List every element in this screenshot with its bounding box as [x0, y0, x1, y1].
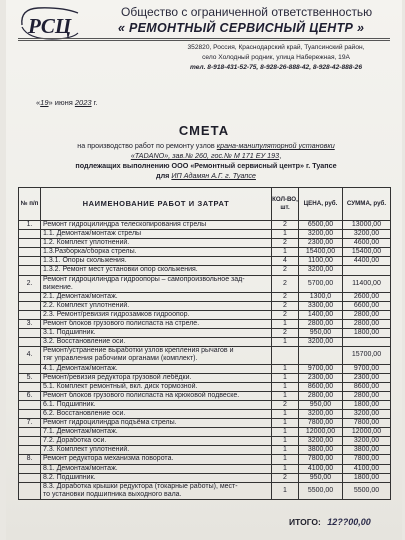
row-name: 7.2. Доработка оси.	[41, 437, 272, 446]
row-qty: 1	[272, 391, 299, 400]
row-qty	[272, 347, 299, 364]
row-name: Ремонт гидроцилиндра подъёма стрелы.	[41, 419, 272, 428]
row-qty: 1	[272, 482, 299, 499]
row-number	[19, 329, 41, 338]
table-row	[19, 329, 391, 338]
row-sum: 11400,00	[343, 275, 391, 292]
row-sum: 4400,00	[343, 257, 391, 266]
row-name: 4.1. Демонтаж/монтаж.	[41, 364, 272, 373]
row-name: 1.2. Комплект уплотнений.	[41, 239, 272, 248]
row-name-line-1: 8.3. Доработка крышки редуктора (токарные работы), мест-	[43, 482, 238, 490]
row-qty: 1	[272, 364, 299, 373]
company-logo	[18, 3, 82, 43]
table-row	[19, 301, 391, 310]
row-price: 950,00	[299, 329, 343, 338]
table-row	[19, 266, 391, 275]
row-name	[41, 347, 272, 364]
row-qty: 1	[272, 437, 299, 446]
subtitle-equipment: крана-манипуляторной установки	[216, 141, 335, 150]
row-sum: 3200,00	[343, 437, 391, 446]
date-open-quote: «	[36, 98, 41, 107]
row-number	[19, 437, 41, 446]
subtitle-for: для	[156, 171, 170, 180]
row-name: Ремонт блоков грузового полиспаста на стреле.	[41, 320, 272, 329]
total-value: 12??00,00	[327, 517, 371, 527]
document-page	[6, 0, 402, 540]
row-number	[19, 338, 41, 347]
row-sum: 1800,00	[343, 400, 391, 409]
row-qty: 1	[272, 409, 299, 418]
row-price: 1400,00	[299, 310, 343, 319]
row-price: 3200,00	[299, 230, 343, 239]
table-row	[19, 373, 391, 382]
subtitle-contractor: подлежащих выполнению ООО «Ремонтный сервисный центр» г. Туапсе	[75, 161, 337, 170]
row-number: 6.	[19, 391, 41, 400]
col-price-header: ЦЕНА, руб.	[299, 188, 343, 221]
row-sum: 12000,00	[343, 428, 391, 437]
table-row	[19, 473, 391, 482]
row-number	[19, 248, 41, 257]
row-name: 7.3. Комплект уплотнений.	[41, 446, 272, 455]
row-price: 950,00	[299, 400, 343, 409]
row-number: 2.	[19, 275, 41, 292]
row-number	[19, 482, 41, 499]
row-price: 950,00	[299, 473, 343, 482]
row-price: 3200,00	[299, 409, 343, 418]
row-price: 1300,0	[299, 292, 343, 301]
row-name: 6.1. Подшипник.	[41, 400, 272, 409]
table-row	[19, 364, 391, 373]
svg-text:РСЦ: РСЦ	[28, 14, 72, 38]
row-price: 5700,00	[299, 275, 343, 292]
row-name-line-2: то установки подшипника выходного вала.	[43, 490, 182, 498]
row-number	[19, 428, 41, 437]
row-number	[19, 364, 41, 373]
table-row	[19, 275, 391, 292]
table-row	[19, 464, 391, 473]
address-phones: тел. 8-918-431-52-75, 8-928-26-888-42, 8-928-42-888-26	[190, 64, 362, 71]
row-name: 1.3.2. Ремонт мест установки опор скольжения.	[41, 266, 272, 275]
row-number: 4.	[19, 347, 41, 364]
table-row	[19, 409, 391, 418]
row-price: 2800,00	[299, 320, 343, 329]
row-qty: 2	[272, 310, 299, 319]
row-price: 15400,00	[299, 248, 343, 257]
row-number: 8.	[19, 455, 41, 464]
col-qty-header: КОЛ-ВО, шт.	[272, 188, 299, 221]
subtitle-customer: ИП Адамян А.Г. г. Туапсе	[171, 171, 256, 180]
col-name-header: НАИМЕНОВАНИЕ РАБОТ И ЗАТРАТ	[41, 188, 272, 221]
row-sum: 1800,00	[343, 473, 391, 482]
row-sum: 4600,00	[343, 239, 391, 248]
row-sum: 6600,00	[343, 301, 391, 310]
row-name: Ремонт редуктора механизма поворота.	[41, 455, 272, 464]
table-row	[19, 382, 391, 391]
row-price: 8600,00	[299, 382, 343, 391]
table-header-row	[19, 188, 391, 221]
row-sum: 7800,00	[343, 419, 391, 428]
table-row	[19, 230, 391, 239]
table-row	[19, 338, 391, 347]
row-number	[19, 446, 41, 455]
address-line-1: 352820, Россия, Краснодарский край, Туапсинский район,	[187, 44, 365, 51]
row-number	[19, 266, 41, 275]
row-name: 3.1. Подшипник.	[41, 329, 272, 338]
row-price: 1100,00	[299, 257, 343, 266]
row-number	[19, 257, 41, 266]
row-qty: 1	[272, 464, 299, 473]
row-number	[19, 310, 41, 319]
row-sum	[343, 266, 391, 275]
row-number	[19, 464, 41, 473]
row-qty: 1	[272, 455, 299, 464]
row-price: 2300,00	[299, 373, 343, 382]
row-sum: 2800,00	[343, 310, 391, 319]
row-price: 3800,00	[299, 446, 343, 455]
row-name: Ремонт блоков грузового полиспаста на крюковой подвеске.	[41, 391, 272, 400]
table-row	[19, 239, 391, 248]
row-qty: 4	[272, 257, 299, 266]
row-qty: 1	[272, 428, 299, 437]
table-row	[19, 347, 391, 364]
table-row	[19, 310, 391, 319]
row-sum: 15400,00	[343, 248, 391, 257]
row-name-line-1: Ремонт гидроцилиндра гидроопоры – самопроизвольное зад-	[43, 275, 245, 283]
table-row	[19, 320, 391, 329]
subtitle-text: на производство работ по ремонту узлов	[77, 141, 215, 150]
row-qty: 2	[272, 239, 299, 248]
row-number: 1.	[19, 221, 41, 230]
row-qty: 2	[272, 221, 299, 230]
row-sum: 8600,00	[343, 382, 391, 391]
row-name-line-2: тяг управления рабочими органами (комплект).	[43, 355, 198, 363]
header-rule-bottom	[18, 40, 390, 41]
table-row	[19, 428, 391, 437]
row-price: 7800,00	[299, 419, 343, 428]
row-price: 5500,00	[299, 482, 343, 499]
row-qty: 2	[272, 292, 299, 301]
table-row	[19, 257, 391, 266]
row-sum: 3800,00	[343, 446, 391, 455]
row-name	[41, 275, 272, 292]
row-number: 7.	[19, 419, 41, 428]
subtitle-line-4	[26, 171, 386, 180]
row-sum: 7800,00	[343, 455, 391, 464]
row-price	[299, 347, 343, 364]
row-name: 8.1. Демонтаж/монтаж.	[41, 464, 272, 473]
subtitle-comma: ,	[279, 151, 282, 160]
row-price: 2300,00	[299, 239, 343, 248]
row-price: 3200,00	[299, 338, 343, 347]
row-qty: 1	[272, 230, 299, 239]
row-sum: 1800,00	[343, 329, 391, 338]
row-sum: 9700,00	[343, 364, 391, 373]
row-number: 3.	[19, 320, 41, 329]
row-name: 7.1. Демонтаж/монтаж.	[41, 428, 272, 437]
subtitle-crane-id: «TADANO», зав.№ 260, гос.№ М 171 ЕУ 193	[130, 151, 280, 160]
row-sum: 2300,00	[343, 373, 391, 382]
org-name: « РЕМОНТНЫЙ СЕРВИСНЫЙ ЦЕНТР »	[118, 21, 365, 35]
row-sum: 5500,00	[343, 482, 391, 499]
total-label: ИТОГО:	[289, 517, 321, 527]
row-qty: 1	[272, 320, 299, 329]
col-sum-header: СУММА, руб.	[343, 188, 391, 221]
row-number	[19, 292, 41, 301]
table-row	[19, 248, 391, 257]
row-price: 2800,00	[299, 391, 343, 400]
row-name: 8.2. Подшипник.	[41, 473, 272, 482]
row-number: 5.	[19, 373, 41, 382]
row-name: 5.1. Комплект ремонтный, вкл. диск тормозной.	[41, 382, 272, 391]
row-qty: 2	[272, 329, 299, 338]
row-name: Ремонт/ревизия редуктора грузовой лебёдки.	[41, 373, 272, 382]
row-number	[19, 301, 41, 310]
row-price: 7800,00	[299, 455, 343, 464]
row-name: 1.1. Демонтаж/монтаж стрелы	[41, 230, 272, 239]
row-qty: 1	[272, 419, 299, 428]
table-row	[19, 221, 391, 230]
table-row	[19, 437, 391, 446]
table-row	[19, 419, 391, 428]
row-price: 9700,00	[299, 364, 343, 373]
row-name	[41, 482, 272, 499]
table-row	[19, 391, 391, 400]
table-row	[19, 455, 391, 464]
table-row	[19, 446, 391, 455]
row-name: 6.2. Восстановление оси.	[41, 409, 272, 418]
row-sum: 3200,00	[343, 409, 391, 418]
row-price: 3200,00	[299, 437, 343, 446]
row-number	[19, 400, 41, 409]
row-number	[19, 239, 41, 248]
row-qty: 1	[272, 373, 299, 382]
grand-total	[289, 517, 371, 527]
row-name: 1.3.1. Опоры скольжения.	[41, 257, 272, 266]
row-price: 3200,00	[299, 266, 343, 275]
table-row	[19, 400, 391, 409]
row-number	[19, 409, 41, 418]
row-name: 3.2. Восстановление оси.	[41, 338, 272, 347]
row-qty: 2	[272, 400, 299, 409]
row-qty: 1	[272, 446, 299, 455]
row-qty: 2	[272, 301, 299, 310]
row-qty: 1	[272, 382, 299, 391]
row-qty: 2	[272, 473, 299, 482]
row-price: 3300,00	[299, 301, 343, 310]
row-sum: 3200,00	[343, 230, 391, 239]
row-name: Ремонт гидроцилиндра телескопирования стрелы	[41, 221, 272, 230]
row-name: 2.1. Демонтаж/монтаж.	[41, 292, 272, 301]
estimate-table	[18, 187, 391, 500]
subtitle-line-3	[26, 161, 386, 170]
row-qty: 1	[272, 248, 299, 257]
row-price: 4100,00	[299, 464, 343, 473]
date-suffix: г.	[93, 98, 98, 107]
table-row	[19, 482, 391, 499]
row-qty: 2	[272, 275, 299, 292]
row-name-line-2: вижение.	[43, 283, 73, 291]
col-num-header: № п/п	[19, 188, 41, 221]
row-sum: 2800,00	[343, 391, 391, 400]
row-qty: 2	[272, 266, 299, 275]
table-row	[19, 292, 391, 301]
row-name: 2.3. Ремонт/ревизия гидрозамков гидроопор.	[41, 310, 272, 319]
subtitle-line-2	[26, 151, 386, 160]
row-sum: 13000,00	[343, 221, 391, 230]
row-sum: 2600,00	[343, 292, 391, 301]
row-price: 12000,00	[299, 428, 343, 437]
row-name-line-1: Ремонт/устранение выработки узлов крепления рычагов и	[43, 347, 234, 355]
date-day: 19	[40, 98, 49, 107]
header-rule-top	[18, 38, 390, 39]
row-number	[19, 230, 41, 239]
row-name: 2.2. Комплект уплотнений.	[41, 301, 272, 310]
row-sum: 15700,00	[343, 347, 391, 364]
address-line-2: село Холодный родник, улица Набережная, 19А	[202, 54, 350, 61]
date-month: » июня	[48, 98, 73, 107]
row-sum: 2800,00	[343, 320, 391, 329]
row-name: 1.3.Разборка/сборка стрелы.	[41, 248, 272, 257]
org-type: Общество с ограниченной ответственностью	[121, 5, 373, 19]
row-sum: 4100,00	[343, 464, 391, 473]
row-sum	[343, 338, 391, 347]
row-qty: 1	[272, 338, 299, 347]
document-date	[36, 98, 98, 107]
document-title: СМЕТА	[178, 123, 230, 138]
subtitle-line-1	[26, 141, 386, 150]
row-number	[19, 382, 41, 391]
row-price: 6500,00	[299, 221, 343, 230]
date-year: 2023	[74, 98, 92, 107]
row-number	[19, 473, 41, 482]
